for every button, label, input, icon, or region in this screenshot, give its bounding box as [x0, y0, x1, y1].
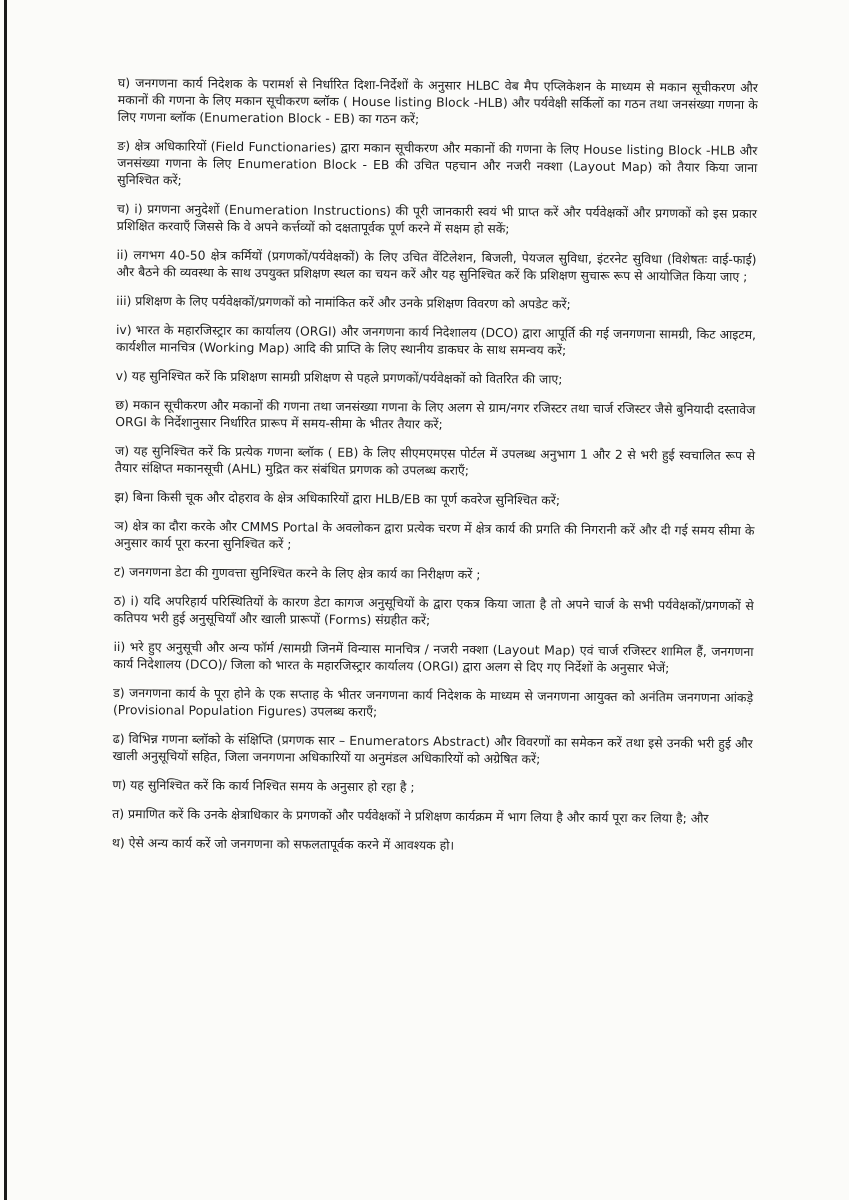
paragraph-cha-iv: iv) भारत के महारजिस्ट्रार का कार्यालय (ORGI) और जनगणना कार्य निदेशालय (DCO) द्वारा आपूर्ति की गई जनगणना सामग्री, किट आइटम, कार्यशील मानचित्र (Working Map) आदि की प्राप्ति के लिए स्थानीय डाकघर के साथ समन्वय करें;	[115, 321, 757, 358]
paragraph-tha-ii: ii) भरे हुए अनुसूची और अन्य फॉर्म /सामग्री जिनमें विन्यास मानचित्र / नजरी नक्शा (Layout Map) एवं चार्ज रजिस्टर शामिल हैं, जनगणना कार्य निदेशालय (DCO)/ जिला को भारत के महारजिस्ट्रार कार्यालय (ORGI) द्वारा अलग से दिए गए निर्देशों के अनुसार भेजें;	[113, 638, 754, 676]
paragraph-cha-v: v) यह सुनिश्चित करें कि प्रशिक्षण सामग्री प्रशिक्षण से पहले प्रगणकों/पर्यवेक्षकों को वितरित की जाए;	[115, 367, 563, 387]
paragraph-ja: ज) यह सुनिश्चित करें कि प्रत्येक गणना ब्लॉक ( EB) के लिए सीएमएमएस पोर्टल में उपलब्ध अनुभाग 1 और 2 से भरी हुई स्वचालित रूप से तैयार संक्षिप्त मकानसूची (AHL) मुद्रित कर संबंधित प्रगणक को उपलब्ध कराएँ;	[114, 442, 756, 478]
paragraph-nga: ङ) क्षेत्र अधिकारियों (Field Functionaries) द्वारा मकान सूचीकरण और मकानों की गणना के लिए House listing Block -HLB और जनसंख्या गणना के लिए Enumeration Block - EB की उचित पहचान और नजरी नक्शा (Layout Map) को तैयार किया जाना सुनिश्चित करें;	[117, 137, 758, 188]
paragraph-ta-2: त) प्रमाणित करें कि उनके क्षेत्राधिकार के प्रगणकों और पर्यवेक्षकों ने प्रशिक्षण कार्यक्रम में भाग लिया है और कार्य पूरा कर लिया है; और	[112, 805, 709, 826]
paragraph-cha-iii: iii) प्रशिक्षण के लिए पर्यवेक्षकों/प्रगणकों को नामांकित करें और उनके प्रशिक्षण विवरण को अपडेट करें;	[116, 292, 571, 312]
paragraph-gha: घ) जनगणना कार्य निदेशक के परामर्श से निर्धारित दिशा-निर्देशों के अनुसार HLBC वेब मैप एप्लिकेशन के माध्यम से मकान सूचीकरण और मकानों की गणना के लिए मकान सूचीकरण ब्लॉक ( House listing Block -HLB) और पर्यवेक्षी सर्किलों का गठन तथा जनसंख्या गणना के लिए गणना ब्लॉक (Enumeration Block - EB) का गठन करें;	[117, 74, 758, 127]
paragraph-cha-ii: ii) लगभग 40-50 क्षेत्र कर्मियों (प्रगणकों/पर्यवेक्षकों) के लिए उचित वेंटिलेशन, बिजली, पेयजल सुविधा, इंटरनेट सुविधा (विशेषतः वाई-फाई) और बैठने की व्यवस्था के साथ उपयुक्त प्रशिक्षण स्थल का चयन करें और यह सुनिश्चित करें कि प्रशिक्षण सुचारू रूप से आयोजित किया जाए ;	[116, 246, 757, 284]
paragraph-dha: ढ) विभिन्न गणना ब्लॉको के संक्षिप्ति (प्रगणक सार – Enumerators Abstract) और विवरणों का समेकन करें तथा इसे उनकी भरी हुई और खाली अनुसूचियों सहित, जिला जनगणना अधिकारियों या अनुमंडल अधिकारियों को अग्रेषित करें;	[112, 730, 753, 767]
paragraph-chha: छ) मकान सूचीकरण और मकानों की गणना तथा जनसंख्या गणना के लिए अलग से ग्राम/नगर रजिस्टर तथा चार्ज रजिस्टर जैसे बुनियादी दस्तावेज ORGI के निर्देशानुसार निर्धारित प्रारूप में समय-सीमा के भीतर तैयार करें;	[115, 396, 756, 432]
paragraph-na: ण) यह सुनिश्चित करें कि कार्य निश्चित समय के अनुसार हो रहा है ;	[112, 776, 415, 795]
paragraph-nya: ञ) क्षेत्र का दौरा करके और CMMS Portal के अवलोकन द्वारा प्रत्येक चरण में क्षेत्र कार्य की प्रगति की निगरानी करें और दी गई समय सीमा के अनुसार कार्य पूरा करना सुनिश्चित करें ;	[114, 517, 755, 552]
scan-edge	[4, 0, 7, 1200]
paragraph-da: ड) जनगणना कार्य के पूरा होने के एक सप्ताह के भीतर जनगणना कार्य निदेशक के माध्यम से जनगणना आयुक्त को अनंतिम जनगणना आंकड़े (Provisional Population Figures) उपलब्ध कराएँ;	[112, 684, 754, 720]
document-body	[112, 74, 758, 868]
paragraph-tha-2: थ) ऐसे अन्य कार्य करें जो जनगणना को सफलतापूर्वक करने में आवश्यक हो।	[111, 834, 455, 853]
paragraph-cha-i: च) i) प्रगणना अनुदेशों (Enumeration Instructions) की पूरी जानकारी स्वयं भी प्राप्त करें और पर्यवेक्षकों और प्रगणकों को इस प्रकार प्रशिक्षित करवाएँ जिससे कि वे अपने कर्त्तव्यों को दक्षतापूर्वक पूर्ण करने में सक्षम हो सकें;	[116, 200, 757, 237]
paragraph-jha: झ) बिना किसी चूक और दोहराव के क्षेत्र अधिकारियों द्वारा HLB/EB का पूर्ण कवरेज सुनिश्चित करें;	[114, 488, 561, 508]
paragraph-ta: ट) जनगणना डेटा की गुणवत्ता सुनिश्चित करने के लिए क्षेत्र कार्य का निरीक्षण करें ;	[114, 563, 481, 582]
paragraph-tha-i: ठ) i) यदि अपरिहार्य परिस्थितियों के कारण डेटा कागज अनुसूचियों के द्वारा एकत्र किया जाता है तो अपने चार्ज के सभी पर्यवेक्षकों/प्रगणकों से कतिपय भरी हुई अनुसूचियाँ और खाली प्रारूपों (Forms) संग्रहीत करें;	[113, 592, 754, 628]
